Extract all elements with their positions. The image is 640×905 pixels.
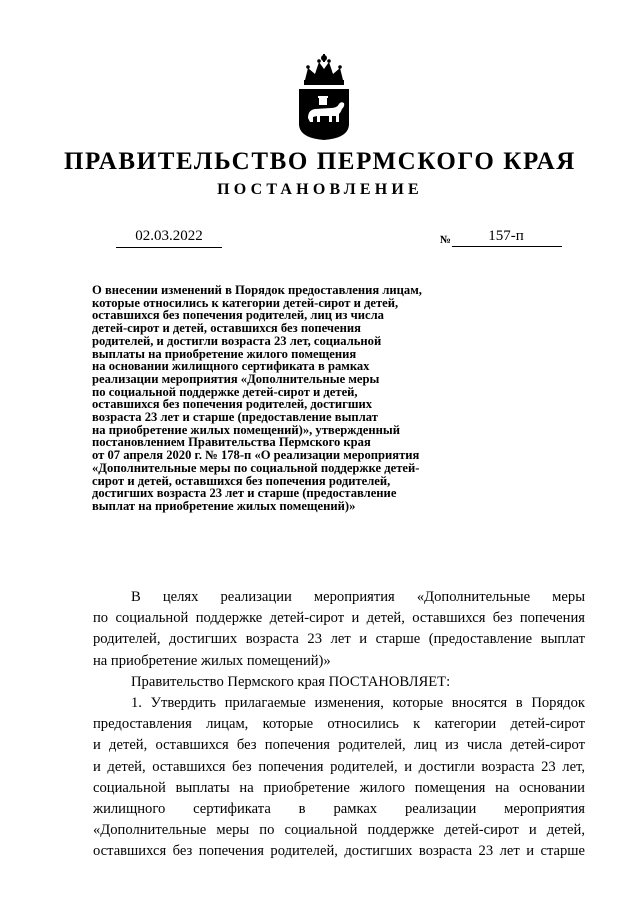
number-sign: № — [440, 234, 452, 246]
document-date-field — [116, 228, 222, 248]
heading-line: выплаты на приобретение жилого помещения — [92, 346, 357, 361]
document-number: 157-п — [488, 228, 524, 244]
heading-line: возраста 23 лет и старше (предоставление выплат — [92, 410, 378, 425]
document-date: 02.03.2022 — [135, 228, 203, 244]
heading-line: выплат на приобретение жилых помещений)» — [92, 498, 356, 513]
body-line: и детей, оставшихся без попечения родителей, лиц из числа детей-сирот — [93, 737, 585, 754]
heading-line: сирот и детей, оставшихся без попечения родителей, — [92, 473, 391, 488]
heading-line: «Дополнительные меры по социальной поддержке детей- — [92, 460, 420, 475]
heading-line: оставшихся без попечения родителей, лиц из числа — [92, 308, 384, 323]
body-line: жилищного сертификата в рамках реализации мероприятия — [93, 801, 585, 818]
body-line: родителей, достигших возраста 23 лет и старше (предоставление выплат — [93, 631, 585, 648]
heading-line: на основании жилищного сертификата в рамках — [92, 359, 370, 374]
government-title: ПРАВИТЕЛЬСТВО ПЕРМСКОГО КРАЯ — [64, 148, 576, 175]
body-line: по социальной поддержке детей-сирот и детей, оставшихся без попечения — [93, 610, 585, 627]
heading-line: на приобретение жилых помещений)», утвержденный — [92, 422, 400, 437]
document-type: ПОСТАНОВЛЕНИЕ — [217, 181, 423, 198]
body-line: оставшихся без попечения родителей, достигших возраста 23 лет и старше — [93, 843, 585, 860]
document-body — [93, 587, 585, 863]
heading-line: от 07 апреля 2020 г. № 178-п «О реализации мероприятия — [92, 448, 420, 463]
heading-line: родителей, и достигли возраста 23 лет, социальной — [92, 333, 382, 348]
number-underline — [452, 246, 562, 247]
heading-line: достигших возраста 23 лет и старше (предоставление — [92, 486, 397, 501]
body-line: 1. Утвердить прилагаемые изменения, которые вносятся в Порядок — [131, 695, 585, 712]
perm-krai-coat-of-arms-icon — [295, 52, 353, 142]
body-line: и детей, оставшихся без попечения родителей, и достигли возраста 23 лет, — [93, 758, 585, 775]
body-line: предоставления лицам, которые относились к категории детей-сирот — [93, 716, 585, 733]
body-line: социальной выплаты на приобретение жилого помещения на основании — [93, 779, 585, 796]
body-line: на приобретение жилых помещений)» — [93, 652, 331, 669]
heading-line: которые относились к категории детей-сирот и детей, — [92, 295, 399, 310]
heading-line: О внесении изменений в Порядок предоставления лицам, — [92, 283, 422, 297]
date-underline — [116, 247, 222, 248]
heading-line: детей-сирот и детей, оставшихся без попечения — [92, 321, 361, 336]
document-heading — [92, 284, 502, 513]
heading-line: оставшихся без попечения родителей, достигших — [92, 397, 373, 412]
heading-line: по социальной поддержке детей-сирот и детей, — [92, 384, 358, 399]
heading-line: реализации мероприятия «Дополнительные меры — [92, 371, 380, 386]
body-line: В целях реализации мероприятия «Дополнительные меры — [131, 589, 585, 605]
body-line: Правительство Пермского края ПОСТАНОВЛЯЕТ: — [131, 673, 451, 690]
heading-line: постановлением Правительства Пермского края — [92, 435, 371, 450]
body-line: «Дополнительные меры по социальной поддержке детей-сирот и детей, — [93, 822, 585, 839]
